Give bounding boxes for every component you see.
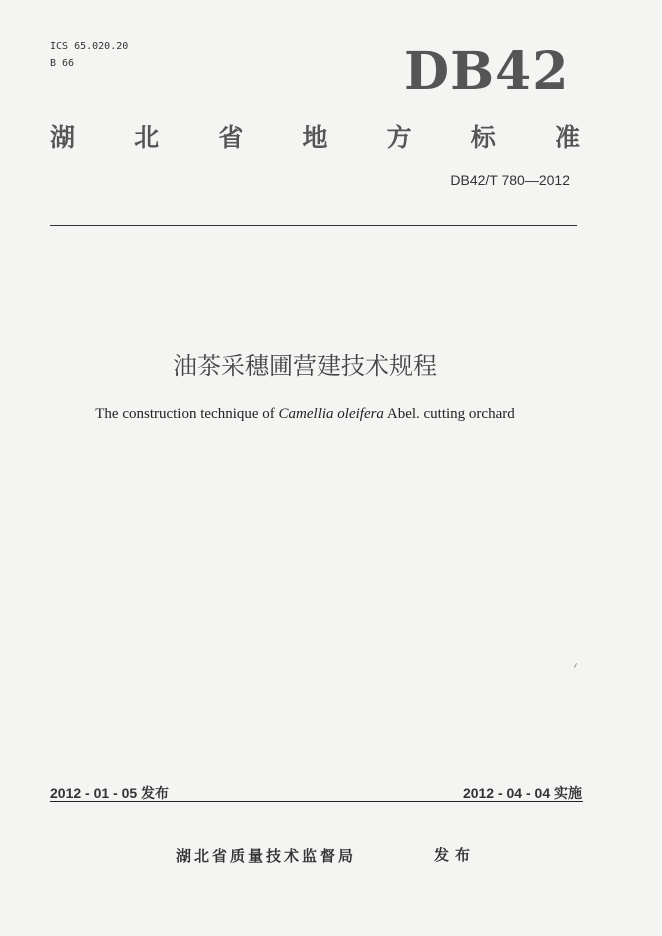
issue-date: 2012 - 01 - 05 发布 <box>50 785 170 801</box>
issuing-authority: 湖北省质量技术监督局 <box>176 847 357 865</box>
title-en-prefix: The construction technique of <box>95 406 279 422</box>
standard-type-heading <box>50 118 580 154</box>
standard-type-char: 方 <box>386 123 412 152</box>
db42-logo: DB42 <box>404 41 570 102</box>
issue-label: 发布 <box>434 846 477 864</box>
document-title-chinese: 油茶采穗圃营建技术规程 <box>173 352 437 380</box>
title-en-species: Camellia oleifera <box>278 406 384 422</box>
standard-type-char: 湖 <box>50 123 76 152</box>
classification-codes <box>50 38 128 72</box>
ics-code: ICS 65.020.20 <box>50 41 129 52</box>
scan-speck <box>574 663 577 668</box>
standard-type-char: 北 <box>134 123 160 152</box>
bottom-divider <box>50 801 583 802</box>
ccs-code: B 66 <box>50 58 75 69</box>
standard-type-char: 省 <box>218 123 244 152</box>
title-en-suffix: Abel. cutting orchard <box>383 406 515 422</box>
top-divider <box>50 225 577 226</box>
standard-number: DB42/T 780—2012 <box>450 172 570 188</box>
standard-type-char: 准 <box>554 123 580 152</box>
implementation-date: 2012 - 04 - 04 实施 <box>462 785 582 801</box>
standard-type-char: 标 <box>470 123 496 152</box>
standard-type-char: 地 <box>302 123 328 152</box>
document-title-english <box>0 406 610 423</box>
